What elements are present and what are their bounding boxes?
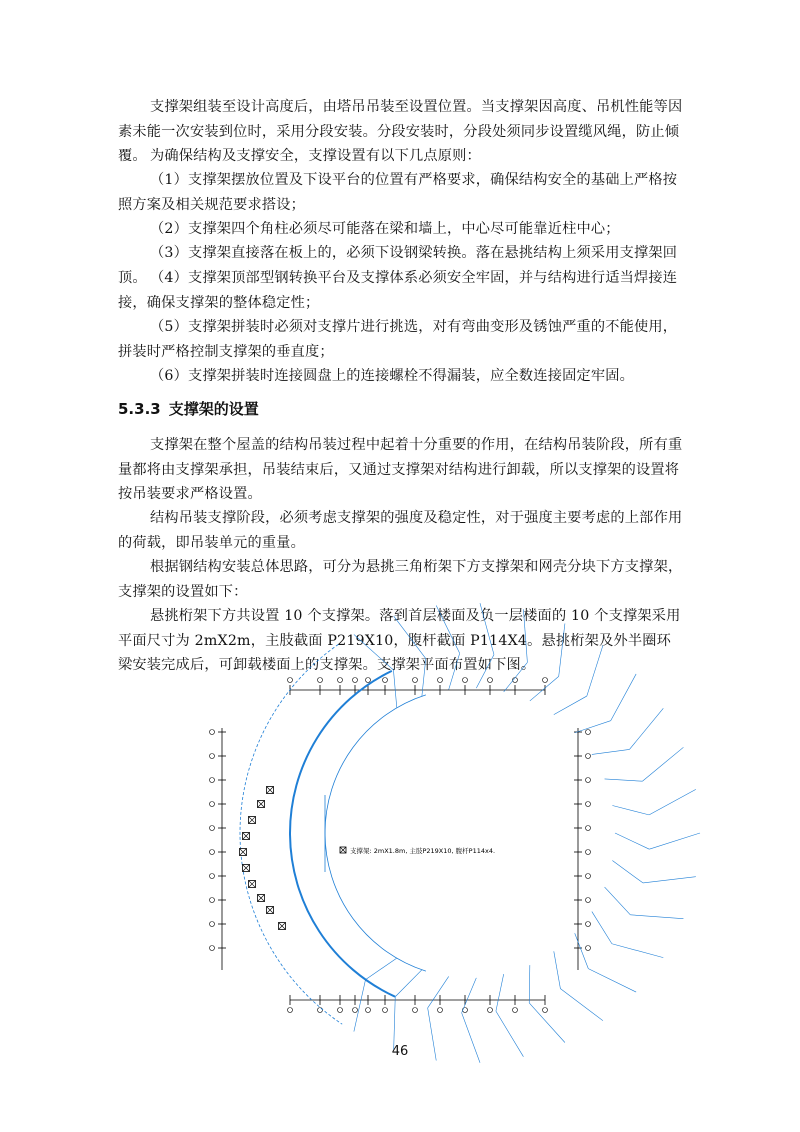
- axis-bubble: [413, 1008, 418, 1013]
- section-paragraph-2: 结构吊装支撑阶段，必须考虑支撑架的强度及稳定性，对于强度主要考虑的上部作用的荷载，即吊装单元的重量。: [118, 510, 683, 551]
- truss-member: [393, 670, 396, 708]
- truss-member: [422, 659, 426, 697]
- axis-bubble: [210, 898, 215, 903]
- truss-member: [587, 645, 603, 696]
- truss-member: [649, 789, 696, 815]
- legend: [340, 846, 495, 855]
- axis-bubble: [383, 678, 388, 683]
- axis-bubble: [586, 778, 591, 783]
- axis-bubble: [210, 754, 215, 759]
- axis-bubble: [586, 850, 591, 855]
- axis-bubble: [210, 850, 215, 855]
- axis-bubble: [383, 1008, 388, 1013]
- axis-bubble: [543, 678, 548, 683]
- axis-bubble: [438, 1008, 443, 1013]
- truss-member: [554, 951, 561, 988]
- support-frame-marker: [279, 923, 286, 930]
- intro-paragraph-1: 支撑架组装至设计高度后，由塔吊吊装至设置位置。当支撑架因高度、吊机性能等因素未能一次安装到位时，采用分段安装。分段安装时，分段处须同步设置缆风绳，防止倾覆。: [118, 99, 683, 164]
- intro-paragraph-2: 为确保结构及支撑安全，支撑设置有以下几点原则：: [150, 148, 481, 164]
- axis-bubble: [586, 802, 591, 807]
- axis-bubble: [318, 1008, 323, 1013]
- axis-bubble: [210, 874, 215, 879]
- truss-member: [615, 833, 649, 849]
- truss-member: [629, 708, 663, 749]
- axis-bubble: [513, 1008, 518, 1013]
- support-frame-marker: [267, 907, 274, 914]
- axis-bubble: [586, 826, 591, 831]
- principle-1: （1）支撑架摆放位置及下设平台的位置有严格要求，确保结构安全的基础上严格按照方案及相关规范要求搭设；: [118, 172, 678, 213]
- section-number: 5.3.3: [118, 400, 161, 418]
- axis-bubble: [586, 946, 591, 951]
- truss-member: [605, 779, 643, 781]
- axis-bubble: [338, 678, 343, 683]
- section-paragraph-4: 悬挑桁架下方共设置 10 个支撑架。落到首层楼面及负一层楼面的 10 个支撑架采用平面尺寸为 2mX2m，主肢截面 P219X10，腹杆截面 P114X4。悬挑桁架及外半圈环梁安装完成后，可卸载楼面上的支撑架。支撑架平面布置如下图。: [118, 608, 681, 673]
- axis-bubble: [210, 802, 215, 807]
- support-frame-marker: [267, 787, 274, 794]
- axis-bubble: [210, 922, 215, 927]
- truss-member: [559, 623, 565, 676]
- axis-bubble: [353, 1008, 358, 1013]
- truss-member: [354, 980, 366, 1032]
- truss-member: [611, 674, 636, 721]
- axis-bubble: [413, 678, 418, 683]
- section-paragraph-1: 支撑架在整个屋盖的结构吊装过程中起着十分重要的作用，在结构吊装阶段，所有重量都将由支撑架承担，吊装结束后，又通过支撑架对结构进行卸载，所以支撑架的设置将按吊装要求严格设置。: [118, 437, 683, 502]
- truss-member: [496, 974, 504, 1011]
- axis-bubble: [543, 1008, 548, 1013]
- truss-member: [476, 655, 494, 689]
- axis-bubble: [438, 678, 443, 683]
- axis-bubble: [318, 678, 323, 683]
- support-frames: [240, 787, 286, 930]
- section-title: 支撑架的设置: [168, 400, 259, 418]
- axis-bubble: [366, 1008, 371, 1013]
- page-number: 46: [391, 1044, 409, 1059]
- principle-4: （4）支撑架顶部型钢转换平台及支撑体系必须安全牢固，并与结构进行适当焊接连接，确保支撑架的整体稳定性；: [118, 270, 678, 311]
- truss-member: [643, 877, 696, 883]
- axis-bubble: [586, 922, 591, 927]
- truss-member: [592, 912, 612, 944]
- truss-member: [649, 833, 700, 849]
- principle-5: （5）支撑架拼装时必须对支撑片进行挑选，对有弯曲变形及锈蚀严重的不能使用，拼装时严格控制支撑架的垂直度；: [118, 319, 678, 360]
- truss-member: [554, 696, 587, 715]
- truss-member: [560, 989, 603, 1021]
- truss-member: [588, 969, 636, 992]
- support-frame-marker: [249, 817, 256, 824]
- outer-ring: [240, 644, 342, 1024]
- axis-bubble: [586, 754, 591, 759]
- axis-bubble: [366, 678, 371, 683]
- truss-member: [592, 749, 630, 754]
- section-paragraph-3: 根据钢结构安装总体思路，可分为悬挑三角桁架下方支撑架和网壳分块下方支撑架，支撑架的设置如下：: [118, 559, 683, 600]
- truss-member: [529, 965, 530, 1003]
- principle-2: （2）支撑架四个角柱必须尽可能落在梁和墙上，中心尽可能靠近柱中心；: [150, 221, 620, 237]
- truss-member: [394, 997, 396, 1050]
- support-frame-marker: [249, 881, 256, 888]
- support-frame-marker: [258, 895, 265, 902]
- truss-member: [612, 944, 663, 958]
- truss-member: [462, 978, 477, 1013]
- truss-member: [612, 861, 643, 883]
- truss-member: [530, 676, 559, 701]
- axis-bubble: [353, 678, 358, 683]
- support-frame-marker: [243, 865, 250, 872]
- axis-bubble: [586, 874, 591, 879]
- inner-ring: [325, 695, 426, 971]
- truss-member: [575, 721, 611, 733]
- truss-member: [605, 887, 631, 915]
- axis-bubble: [210, 730, 215, 735]
- truss-member: [480, 603, 494, 654]
- shell-structure: [240, 603, 700, 1063]
- axis-bubble: [210, 826, 215, 831]
- truss-member: [354, 634, 394, 670]
- truss-member: [428, 976, 449, 1008]
- grid-axes: [210, 678, 591, 1013]
- truss-member: [612, 805, 649, 814]
- axis-bubble: [586, 730, 591, 735]
- axis-bubble: [488, 678, 493, 683]
- truss-member: [394, 616, 426, 658]
- truss-member: [642, 747, 683, 781]
- truss-member: [366, 958, 397, 979]
- truss-member: [449, 653, 460, 689]
- truss-member: [504, 662, 528, 692]
- axis-bubble: [288, 678, 293, 683]
- axis-bubble: [210, 946, 215, 951]
- axis-bubble: [586, 898, 591, 903]
- axis-bubble: [488, 1008, 493, 1013]
- legend-text: 支撑架: 2mX1.8m, 主肢P219X10, 腹杆P114x4.: [350, 847, 496, 855]
- truss-member: [436, 605, 459, 653]
- truss-member: [395, 970, 422, 997]
- axis-bubble: [463, 678, 468, 683]
- principle-6: （6）支撑架拼装时连接圆盘上的连接螺栓不得漏装，应全数连接固定牢固。: [150, 368, 635, 384]
- principle-3: （3）支撑架直接落在板上的，必须下设钢梁转换。落在悬挑结构上须采用支撑架回顶。: [118, 245, 678, 286]
- axis-bubble: [210, 778, 215, 783]
- axis-bubble: [338, 1008, 343, 1013]
- support-frame-marker: [258, 801, 265, 808]
- support-frame-marker: [240, 849, 247, 856]
- support-frame-marker: [243, 833, 250, 840]
- truss-member: [523, 609, 527, 662]
- truss-member: [630, 915, 683, 919]
- truss-member: [575, 933, 589, 968]
- axis-bubble: [288, 1008, 293, 1013]
